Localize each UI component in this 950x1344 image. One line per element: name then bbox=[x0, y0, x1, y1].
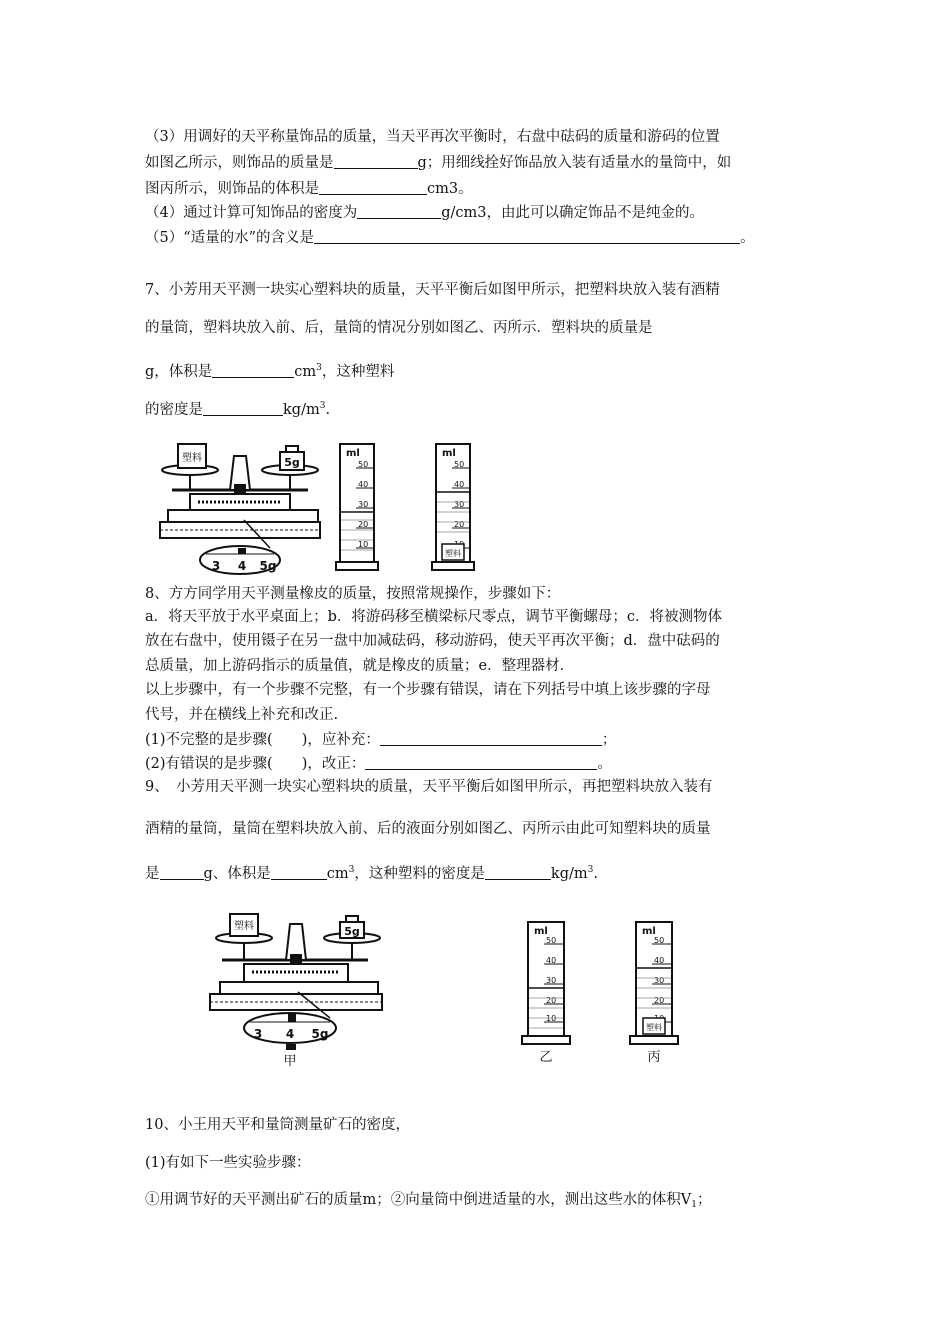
svg-text:30: 30 bbox=[546, 976, 557, 985]
q8-line8: (2)有错误的是步骤( )，改正： 。 bbox=[145, 756, 612, 772]
q8-line1: 8、方方同学用天平测量橡皮的质量，按照常规操作，步骤如下： bbox=[145, 586, 561, 602]
svg-text:塑料: 塑料 bbox=[646, 1023, 662, 1032]
q7-cylinder-bing bbox=[430, 440, 480, 575]
object-label: 塑料 bbox=[182, 453, 202, 464]
water-meaning-blank[interactable] bbox=[314, 228, 740, 244]
svg-text:10: 10 bbox=[358, 540, 369, 549]
q8-correction-blank[interactable] bbox=[365, 754, 597, 770]
q7-density-blank[interactable] bbox=[203, 400, 283, 416]
q9-cylinder-yi bbox=[520, 918, 576, 1066]
svg-text:50: 50 bbox=[546, 936, 557, 945]
q8-line6: 代号，并在横线上补充和改正. bbox=[145, 707, 339, 723]
svg-text:50: 50 bbox=[454, 460, 465, 469]
svg-text:50: 50 bbox=[358, 460, 369, 469]
svg-text:20: 20 bbox=[654, 996, 665, 1005]
svg-text:塑料: 塑料 bbox=[445, 549, 461, 558]
svg-text:20: 20 bbox=[454, 520, 465, 529]
scale-3: 3 bbox=[211, 559, 221, 573]
q8-line4: 总质量，加上游码指示的质量值，就是橡皮的质量；e．整理器材． bbox=[145, 658, 575, 674]
svg-text:4: 4 bbox=[285, 1027, 295, 1041]
q9-line1: 9、 小芳用天平测一块实心塑料块的质量，天平平衡后如图甲所示，再把塑料块放入装有 bbox=[145, 779, 713, 795]
svg-text:5g: 5g bbox=[344, 925, 360, 938]
weight-label: 5g bbox=[284, 456, 300, 469]
q7-line3: g，体积是 $cm^3$，这种塑料 bbox=[145, 363, 395, 380]
volume-blank[interactable] bbox=[319, 179, 427, 195]
svg-text:50: 50 bbox=[654, 936, 665, 945]
svg-text:30: 30 bbox=[654, 976, 665, 985]
q6-part3-line1: （3）用调好的天平称量饰品的质量，当天平再次平衡时，右盘中砝码的质量和游码的位置 bbox=[145, 129, 720, 145]
q8-line5: 以上步骤中，有一个步骤不完整，有一个步骤有错误，请在下列括号中填上该步骤的字母 bbox=[145, 682, 711, 698]
scale-5g: 5g bbox=[259, 559, 277, 573]
q6-part5: （5）“适量的水”的含义是 。 bbox=[145, 230, 755, 246]
q7-line2: 的量筒，塑料块放入前、后，量筒的情况分别如图乙、丙所示．塑料块的质量是 bbox=[145, 320, 653, 336]
q6-part3-line2: 如图乙所示，则饰品的质量是 g；用细线拴好饰品放入装有适量水的量筒中，如 bbox=[145, 155, 732, 171]
q6-part3-line3: 图丙所示，则饰品的体积是 cm3。 bbox=[145, 181, 473, 197]
q9-line2: 酒精的量筒，量筒在塑料块放入前、后的液面分别如图乙、丙所示由此可知塑料块的质量 bbox=[145, 821, 711, 837]
q6-part4: （4）通过计算可知饰品的密度为 g/cm3，由此可以确定饰品不是纯金的。 bbox=[145, 205, 704, 221]
svg-text:40: 40 bbox=[454, 480, 465, 489]
label-jia: 甲 bbox=[283, 1054, 297, 1069]
q9-cylinder-bing bbox=[628, 918, 684, 1066]
label-bing: 丙 bbox=[647, 1050, 661, 1065]
svg-text:40: 40 bbox=[546, 956, 557, 965]
scale-4: 4 bbox=[237, 559, 247, 573]
svg-text:30: 30 bbox=[358, 500, 369, 509]
q9-line3: 是 g、体积是 $cm^3$，这种塑料的密度是 $kg/m^3$. bbox=[145, 865, 598, 882]
q7-line4: 的密度是 $kg/m^3$. bbox=[145, 401, 331, 418]
ml-label: ml bbox=[346, 448, 360, 459]
q8-supplement-blank[interactable] bbox=[380, 730, 602, 746]
q8-line3: 放在右盘中，使用镊子在另一盘中加减砝码，移动游码，使天平再次平衡；d．盘中砝码的 bbox=[145, 633, 720, 649]
svg-text:40: 40 bbox=[654, 956, 665, 965]
q7-volume-blank[interactable] bbox=[212, 362, 294, 378]
q10-line3: ①用调节好的天平测出矿石的质量m；②向量筒中倒进适量的水，测出这些水的体积$V_1$； bbox=[145, 1192, 712, 1210]
svg-text:10: 10 bbox=[546, 1014, 557, 1023]
q10-line2: (1)有如下一些实验步骤： bbox=[145, 1155, 311, 1171]
svg-text:20: 20 bbox=[358, 520, 369, 529]
q7-cylinder-yi bbox=[334, 440, 384, 575]
q10-line1: 10、小王用天平和量筒测量矿石的密度， bbox=[145, 1117, 410, 1133]
q8-line7: (1)不完整的是步骤( )，应补充： ； bbox=[145, 732, 617, 748]
label-yi: 乙 bbox=[539, 1050, 553, 1065]
svg-text:ml: ml bbox=[534, 926, 548, 937]
q8-line2: a．将天平放于水平桌面上；b．将游码移至横梁标尺零点，调节平衡螺母；c．将被测物体 bbox=[145, 609, 723, 625]
q9-density-blank[interactable] bbox=[485, 864, 551, 880]
svg-text:ml: ml bbox=[442, 448, 456, 459]
density-blank[interactable] bbox=[357, 203, 441, 219]
svg-text:3: 3 bbox=[253, 1027, 263, 1041]
q7-line1: 7、小芳用天平测一块实心塑料块的质量，天平平衡后如图甲所示，把塑料块放入装有酒精 bbox=[145, 282, 720, 298]
q9-balance-figure bbox=[200, 910, 390, 1072]
svg-text:20: 20 bbox=[546, 996, 557, 1005]
svg-text:5g: 5g bbox=[311, 1027, 329, 1041]
q9-mass-blank[interactable] bbox=[160, 864, 204, 880]
q9-volume-blank[interactable] bbox=[271, 864, 327, 880]
svg-text:ml: ml bbox=[642, 926, 656, 937]
mass-blank[interactable] bbox=[334, 153, 418, 169]
svg-text:40: 40 bbox=[358, 480, 369, 489]
q7-balance-figure bbox=[150, 438, 330, 588]
svg-text:塑料: 塑料 bbox=[234, 921, 254, 932]
svg-text:30: 30 bbox=[454, 500, 465, 509]
